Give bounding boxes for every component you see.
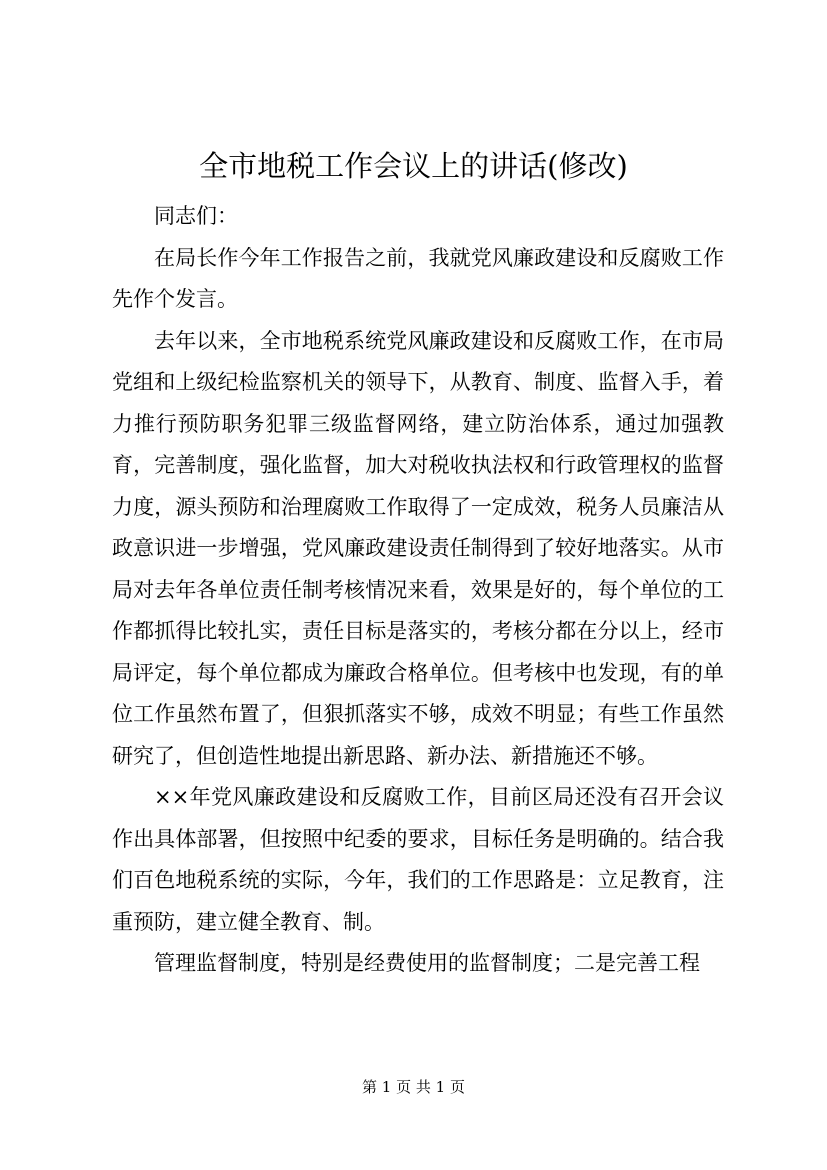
paragraph-1: 在局长作今年工作报告之前，我就党风廉政建设和反腐败工作先作个发言。 <box>112 245 724 311</box>
paragraph-3: ××年党风廉政建设和反腐败工作，目前区局还没有召开会议作出具体部署，但按照中纪委的要求，目标任务是明确的。结合我们百色地税系统的实际，今年，我们的工作思路是：立足教育，注重预防，建立健全教育、制。 <box>112 785 724 934</box>
document-body <box>112 196 724 985</box>
document-title: 全市地税工作会议上的讲话(修改) <box>199 149 628 183</box>
paragraph-4: 管理监督制度，特别是经费使用的监督制度；二是完善工程 <box>154 951 700 975</box>
paragraph-salutation: 同志们： <box>154 204 238 228</box>
paragraph-2: 去年以来，全市地税系统党风廉政建设和反腐败工作，在市局党组和上级纪检监察机关的领导下，从教育、制度、监督入手，着力推行预防职务犯罪三级监督网络，建立防治体系，通过加强教育，完善制度，强化监督，加大对税收执法权和行政管理权的监督力度，源头预防和治理腐败工作取得了一定成效，税务人员廉洁从政意识进一步增强，党风廉政建设责任制得到了较好地落实。从市局对去年各单位责任制考核情况来看，效果是好的，每个单位的工作都抓得比较扎实，责任目标是落实的，考核分都在分以上，经市局评定，每个单位都成为廉政合格单位。但考核中也发现，有的单位工作虽然布置了，但狠抓落实不够，成效不明显；有些工作虽然研究了，但创造性地提出新思路、新办法、新措施还不够。 <box>112 328 724 768</box>
page-footer: 第 1 页 共 1 页 <box>362 1078 465 1096</box>
